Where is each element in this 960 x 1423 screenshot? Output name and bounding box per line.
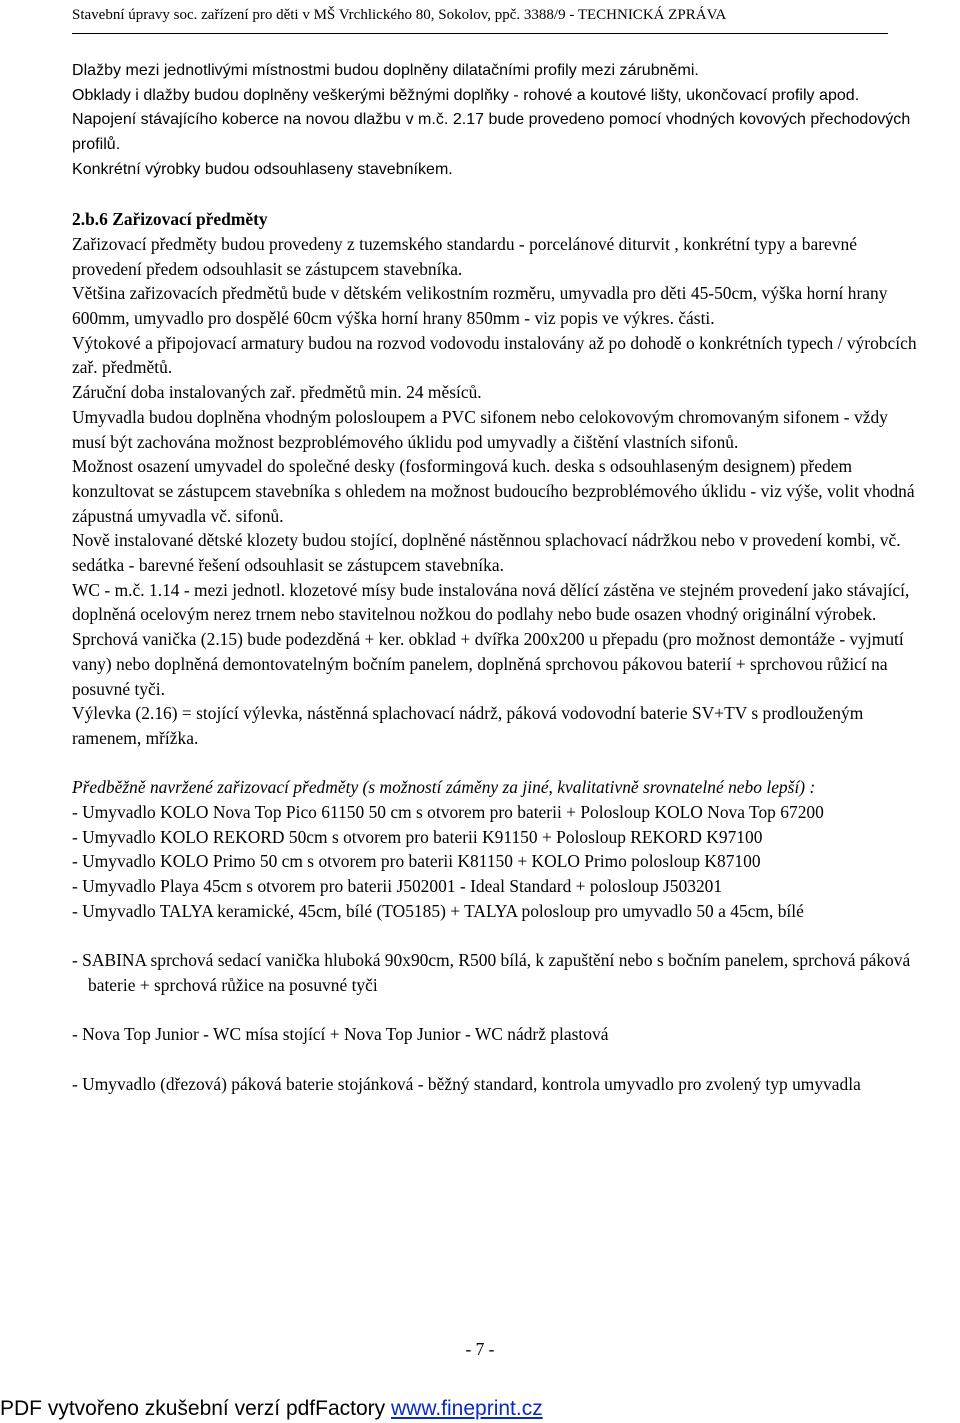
header-text: Stavební úpravy soc. zařízení pro děti v MŠ Vrchlického 80, Sokolov, ppč. 3388/9 - TECHNICKÁ ZPRÁVA xyxy=(72,7,727,23)
list-item: - Umyvadlo (dřezová) páková baterie stojánková - běžný standard, kontrola umyvadlo pro zvolený typ umyvadla xyxy=(72,1073,861,1094)
paragraph-deska: Možnost osazení umyvadel do společné desky (fosformingová kuch. deska s odsouhlaseným designem) předem konzultovat se zástupcem stavebníka s ohledem na možnost budoucího bezproblémového úklidu - viz výše, volit vhodná zápustná umyvadla vč. sifonů. xyxy=(72,456,915,526)
pdf-footer xyxy=(0,1396,543,1422)
paragraph-koberec: Napojení stávajícího koberce na novou dlažbu v m.č. 2.17 bude provedeno pomocí vhodných kovových přechodových profilů. xyxy=(72,111,911,154)
paragraph-sprcha: Sprchová vanička (2.15) bude podezděná + ker. obklad + dvířka 200x200 u přepadu (pro možnost demontáže - vyjmutí vany) nebo doplněná demontovatelným bočním panelem, doplněná sprchovou pákovou baterií + sprchovou růžicí na posuvné tyči. xyxy=(72,629,904,699)
list-item: - Umyvadlo TALYA keramické, 45cm, bílé (TO5185) + TALYA polosloup pro umyvadlo 50 a 45cm, bílé xyxy=(72,900,804,921)
spacer xyxy=(72,751,918,776)
list-item: - Umyvadlo KOLO REKORD 50cm s otvorem pro baterii K91150 + Polosloup REKORD K97100 xyxy=(72,826,763,847)
paragraph-umyvadla: Umyvadla budou doplněna vhodným polosloupem a PVC sifonem nebo celokovovým chromovaným sifonem - vždy musí být zachována možnost bezproblémového úklidu pod umyvadly a čištění vlastních sifonů. xyxy=(72,406,888,452)
paragraph-armatury: Výtokové a připojovací armatury budou na rozvod vodovodu instalovány až po dohodě o konkrétních typech / výrobcích zař. předmětů. xyxy=(72,332,917,378)
fineprint-link[interactable]: www.fineprint.cz xyxy=(390,1397,543,1420)
list-item: - SABINA sprchová sedací vanička hluboká 90x90cm, R500 bílá, k zapuštění nebo s bočním panelem, sprchová páková baterie + sprchová růžice na posuvné tyči xyxy=(72,950,911,995)
italic-note: Předběžně navržené zařizovací předměty (s možností záměny za jiné, kvalitativně srovnatelné nebo lepší) : xyxy=(72,777,816,798)
paragraph-vyrobky: Konkrétní výrobky budou odsouhlaseny stavebníkem. xyxy=(72,160,453,178)
paragraph-dilatation: Dlažby mezi jednotlivými místnostmi budou doplněny dilatačními profily mezi zárubněmi. xyxy=(72,62,699,79)
paragraph-wc: WC - m.č. 1.14 - mezi jednotl. klozetové mísy bude instalována nová dělící zástěna ve stejném provedení jako stávající, doplněná ocelovým nerez trnem nebo stavitelnou nožkou do podlahy nebo bude osazen vhodný originální výrobek. xyxy=(72,579,910,625)
paragraph-vylevka: Výlevka (2.16) = stojící výlevka, nástěnná splachovací nádrž, páková vodovodní baterie SV+TV s prodlouženým ramenem, mřížka. xyxy=(72,703,864,748)
footer-prefix: PDF vytvořeno zkušební verzí pdfFactory xyxy=(0,1397,391,1420)
document-body xyxy=(72,59,918,1096)
page-number: - 7 - xyxy=(465,1339,495,1359)
section-heading: 2.b.6 Zařizovací předměty xyxy=(72,209,268,230)
paragraph-zaruka: Záruční doba instalovaných zař. předmětů min. 24 měsíců. xyxy=(72,382,482,403)
spacer xyxy=(72,998,918,1023)
spacer xyxy=(72,924,918,949)
list-item: - Nova Top Junior - WC mísa stojící + Nova Top Junior - WC nádrž plastová xyxy=(72,1024,609,1045)
page-header xyxy=(72,1,888,34)
paragraph-rozmer: Většina zařizovacích předmětů bude v dětském velikostním rozměru, umyvadla pro děti 45-50cm, výška horní hrany 600mm, umyvadlo pro dospělé 60cm výška horní hrany 850mm - viz popis ve výkres. části. xyxy=(72,283,888,329)
paragraph-klozety: Nově instalované dětské klozety budou stojící, doplněné nástěnnou splachovací nádržkou nebo v provedení kombi, vč. sedátka - barevné řešení odsouhlasit se zástupcem stavebníka. xyxy=(72,530,901,576)
spacer xyxy=(72,1047,918,1072)
paragraph-obklady: Obklady i dlažby budou doplněny veškerými běžnými doplňky - rohové a koutové lišty, ukončovací profily apod. xyxy=(72,86,860,104)
spacer xyxy=(72,183,918,208)
list-item: - Umyvadlo KOLO Nova Top Pico 61150 50 cm s otvorem pro baterii + Polosloup KOLO Nova Top 67200 xyxy=(72,802,824,823)
list-item: - Umyvadlo KOLO Primo 50 cm s otvorem pro baterii K81150 + KOLO Primo polosloup K87100 xyxy=(72,851,761,872)
list-item: - Umyvadlo Playa 45cm s otvorem pro baterii J502001 - Ideal Standard + polosloup J503201 xyxy=(72,876,723,897)
paragraph-standard: Zařizovací předměty budou provedeny z tuzemského standardu - porcelánové diturvit , konkrétní typy a barevné provedení předem odsouhlasit se zástupcem stavebníka. xyxy=(72,233,857,279)
